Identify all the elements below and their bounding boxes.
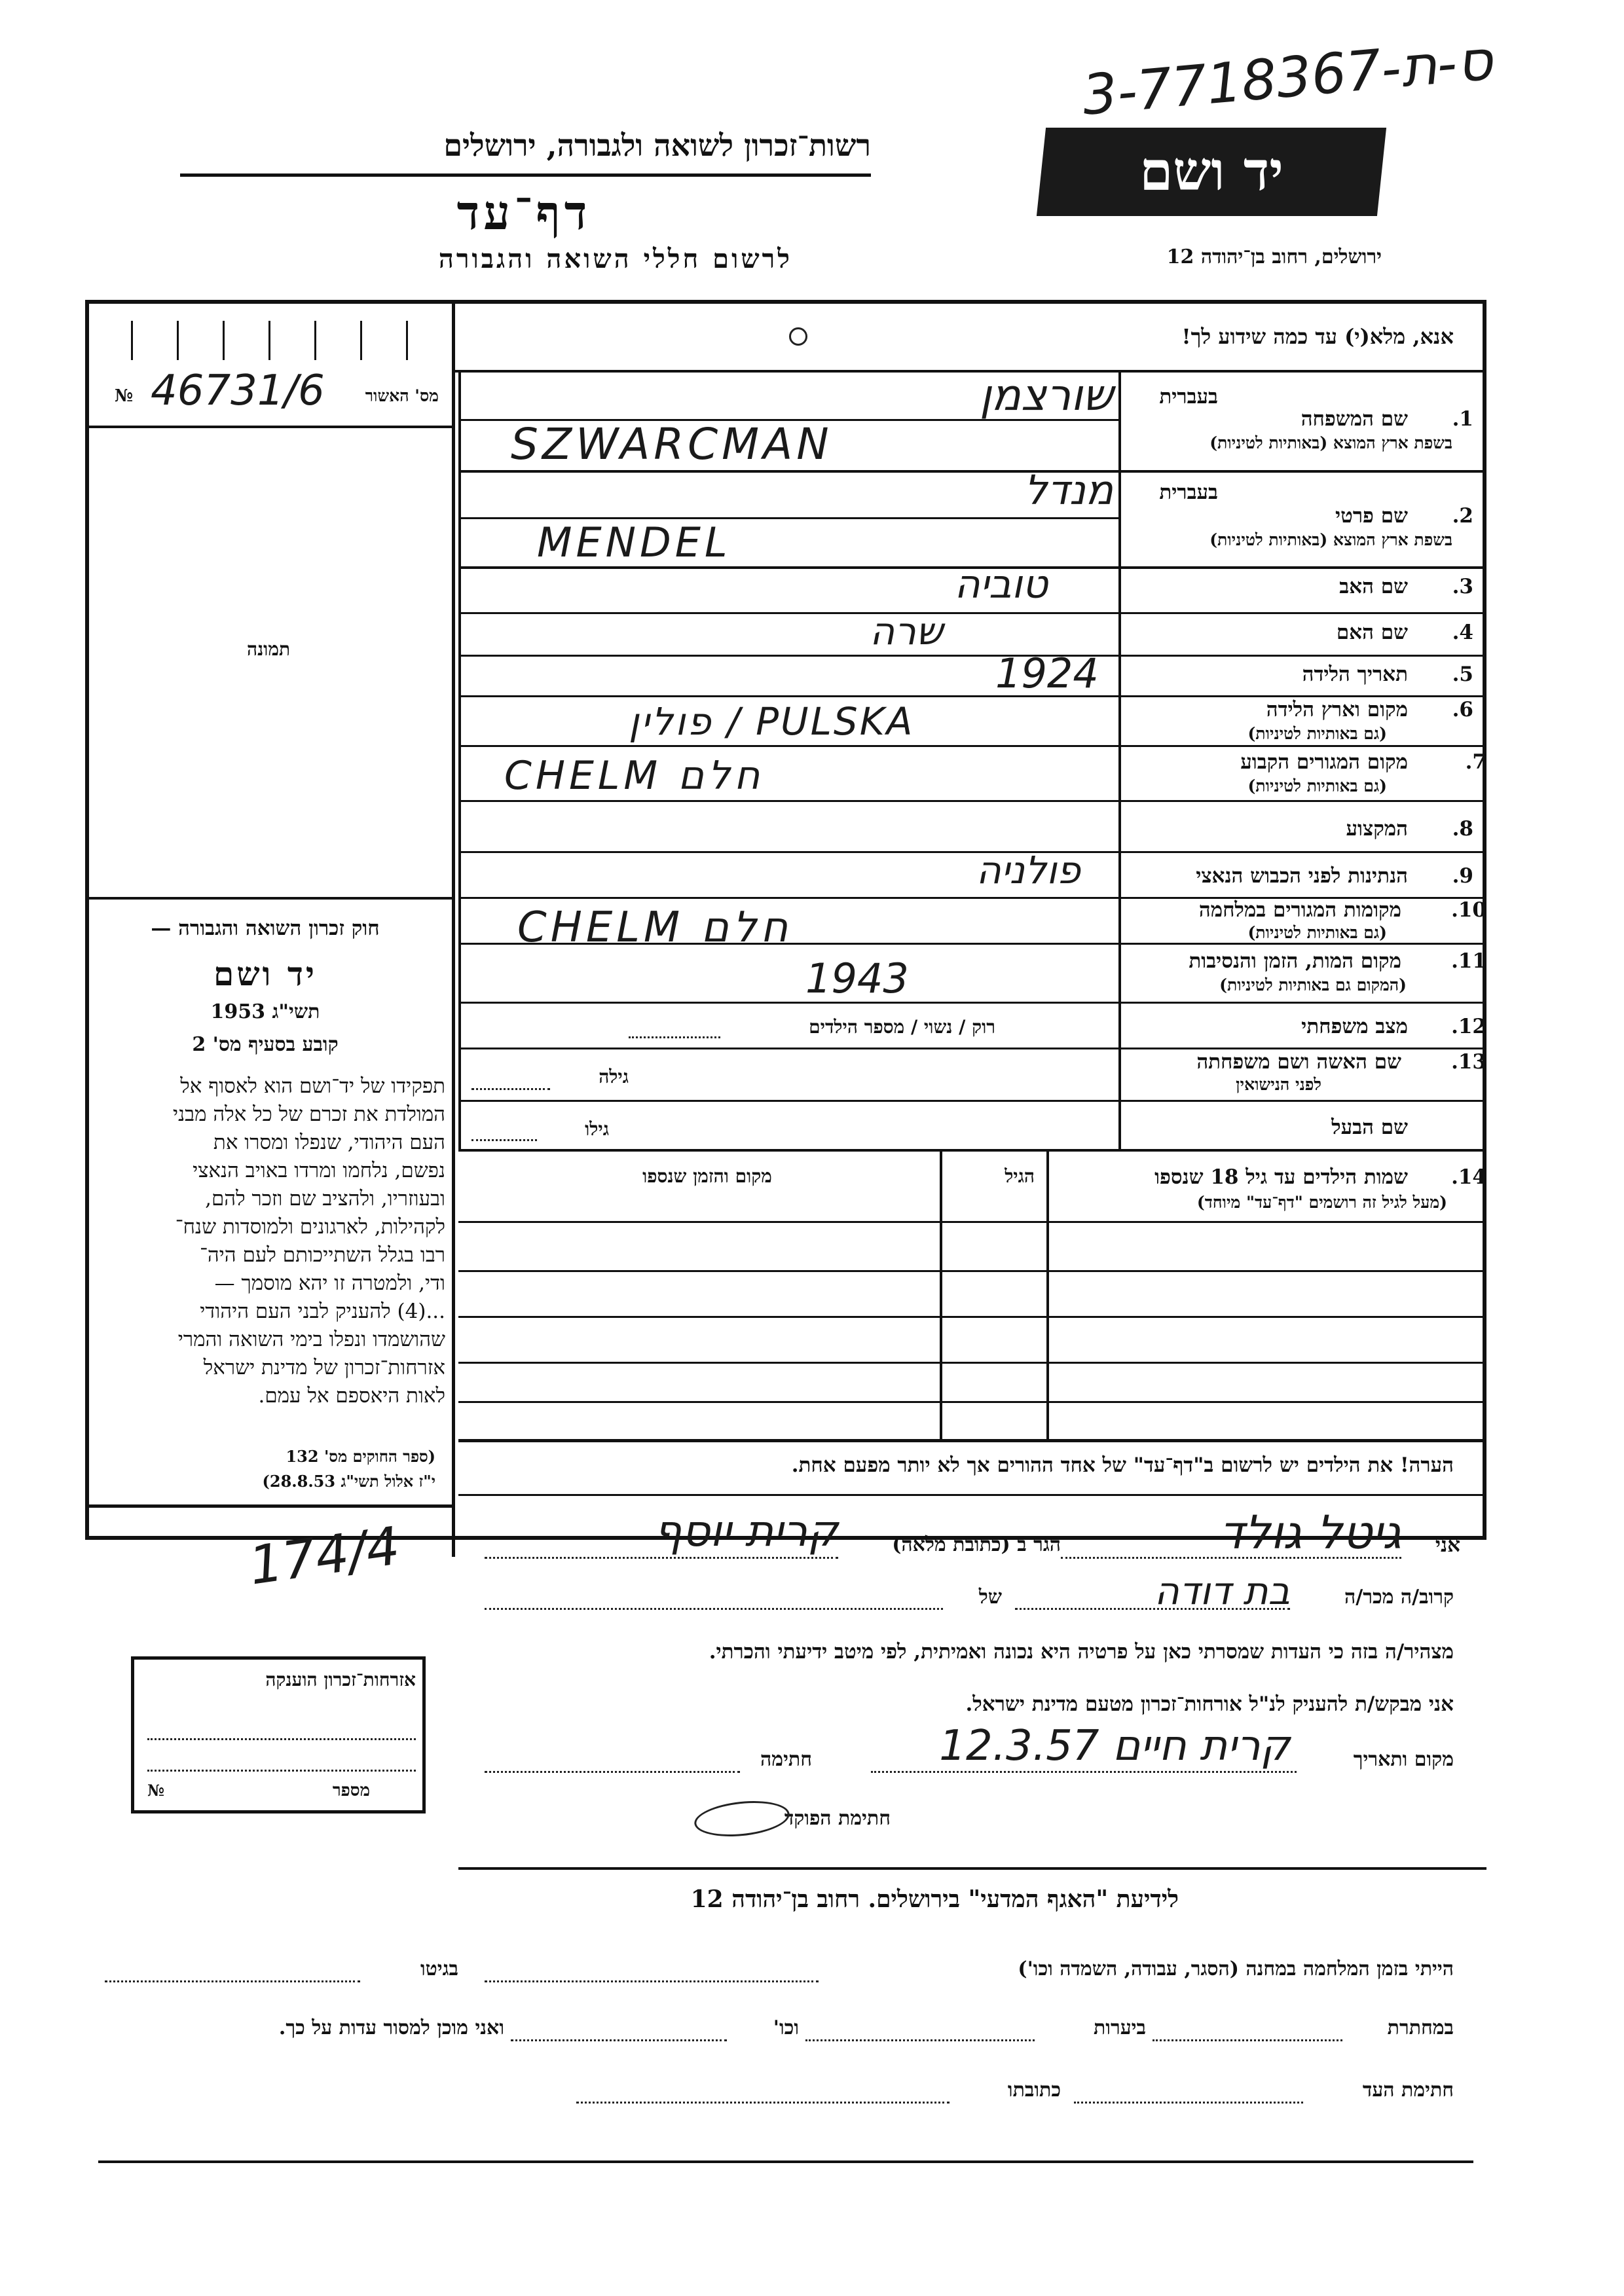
field-10-note: (גם באותיות לטיניות) bbox=[1247, 923, 1387, 942]
field-7-note: (גם באותיות לטיניות) bbox=[1247, 776, 1387, 795]
witness-request: אני מבקש/ת להעניק לנ"ל אורחות־זכרון מטעם מדינת ישראל. bbox=[965, 1692, 1454, 1716]
footer-witness-signature-label: חתימת העד bbox=[1362, 2079, 1454, 2102]
children-col-age: הגיל bbox=[1005, 1165, 1035, 1187]
field-11-label: מקום המות, הזמן והנסיבות bbox=[1189, 949, 1401, 973]
address: ירושלים, רחוב בן־יהודה 12 bbox=[1166, 246, 1382, 268]
form-title: דף־עד bbox=[456, 185, 591, 240]
witness-address-line bbox=[485, 1557, 838, 1559]
field-7-value: CHELM חלם bbox=[504, 753, 764, 799]
witness-relation-value: בת דודה bbox=[1154, 1569, 1290, 1613]
field-10-label: מקומות המגורים במלחמה bbox=[1198, 898, 1401, 922]
authority-name: רשות־זכרון לשואה ולגבורה, ירושלים bbox=[443, 128, 871, 163]
logo-text: יד ושם bbox=[1139, 140, 1283, 203]
value-column-left-border bbox=[458, 370, 461, 1149]
field-12-value: רוק / נשוי / מספר הילדים bbox=[809, 1016, 995, 1038]
memorial-box-number-prefix: № bbox=[147, 1781, 165, 1800]
field-12-number: 12. bbox=[1451, 1015, 1486, 1038]
yad-vashem-logo bbox=[1037, 128, 1386, 216]
field-2-value-hebrew: מנדל bbox=[1024, 466, 1113, 514]
approval-label: מס' האשור bbox=[365, 386, 439, 405]
place-date-line bbox=[871, 1771, 1297, 1773]
footer-ghetto-line bbox=[105, 1980, 360, 1982]
children-note-warning: הערה! את הילדים יש לרשום ב"דף־עד" של אחד ההורים אך לא יותר מפעם אחת. bbox=[791, 1453, 1454, 1477]
approval-ticks bbox=[92, 308, 445, 360]
memorial-box-number-label: מספר bbox=[332, 1781, 370, 1800]
law-name: יד ושם bbox=[213, 955, 317, 993]
law-text-line: העם היהודי, שנפלו ומסרו את bbox=[213, 1131, 445, 1154]
field-13-label: שם האשה ושם משפחתה bbox=[1196, 1050, 1401, 1074]
archive-number-handwritten: 3-ס-ת-7718367 bbox=[1079, 27, 1496, 128]
witness-relation-label: קרוב/ה מכר/ה bbox=[1344, 1586, 1454, 1609]
children-col-2 bbox=[940, 1152, 942, 1440]
field-6-label: מקום וארץ הלידה bbox=[1266, 698, 1408, 721]
approval-row-bottom bbox=[85, 426, 455, 428]
left-column-divider bbox=[452, 300, 455, 1557]
field-2-lang-latin: בשפת ארץ המוצא (באותיות לטיניות) bbox=[1209, 530, 1452, 549]
label-column-divider bbox=[1118, 370, 1121, 1149]
law-clause: קובע בסעיף מס' 2 bbox=[192, 1033, 339, 1056]
witness-section-bottom bbox=[458, 1867, 1486, 1870]
husband-age-label: גילו bbox=[585, 1118, 609, 1140]
field-9-value: פולניה bbox=[976, 848, 1080, 892]
field-2-label: שם פרטי bbox=[1335, 504, 1408, 528]
field-6-note: (גם באותיות לטיניות) bbox=[1247, 724, 1387, 743]
officer-signature-scribble bbox=[693, 1797, 792, 1841]
law-text-line: אזרחות־זכרון של מדינת ישראל bbox=[203, 1356, 445, 1379]
memorial-citizenship-box bbox=[131, 1656, 426, 1813]
law-text-block bbox=[95, 1072, 445, 1410]
officer-signature-label: חתימת הפוקד bbox=[784, 1807, 891, 1830]
law-reference-1: (ספר החוקים מס' 132 bbox=[286, 1447, 435, 1466]
children-table-bottom bbox=[458, 1439, 1486, 1442]
registration-tick bbox=[789, 327, 807, 346]
field-1-value-latin: SZWARCMAN bbox=[511, 419, 833, 469]
field-1-lang-latin: בשפת ארץ המוצא (באותיות לטיניות) bbox=[1209, 433, 1452, 452]
footer-witness-signature-line bbox=[1074, 2102, 1303, 2104]
law-text-line: לאות היאספם אל עמם. bbox=[258, 1384, 445, 1408]
approval-prefix: № bbox=[115, 386, 134, 406]
footer-ghetto-label: בגיטו bbox=[420, 1958, 458, 1980]
footer-forests-line bbox=[805, 2039, 1035, 2041]
footer-etc-line bbox=[511, 2039, 727, 2041]
memorial-box-title: אזרחות־זכרון הוענקה bbox=[265, 1669, 416, 1690]
law-text-line: נפשם, נלחמו ומרדו באויב הנאצי bbox=[193, 1159, 445, 1182]
field-3-label: שם האב bbox=[1339, 575, 1408, 598]
law-text-line: ודי, ולמטרה זו יהא מוסמך — bbox=[214, 1271, 445, 1295]
husband-label: שם הבעל bbox=[1331, 1116, 1408, 1139]
field-10-value: CHELM חלם bbox=[517, 903, 792, 952]
signature-line bbox=[485, 1771, 740, 1773]
field-6-number: 6. bbox=[1452, 698, 1473, 721]
law-reference-2: י"ז אלול תשי"ג 28.8.53) bbox=[262, 1472, 435, 1491]
footer-address-line bbox=[576, 2102, 950, 2104]
photo-cell-bottom bbox=[85, 897, 455, 900]
approval-number: 46731/6 bbox=[151, 367, 325, 415]
field-5-label: תאריך הלידה bbox=[1302, 663, 1408, 686]
field-13-number: 13. bbox=[1451, 1050, 1486, 1074]
field-4-number: 4. bbox=[1452, 621, 1473, 644]
field-9-label: הנתינות לפני הכבוש הנאצי bbox=[1196, 864, 1408, 888]
law-text-line: ובעוזריו, ולהציב שם וזכר להם, bbox=[205, 1187, 445, 1211]
children-label: שמות הילדים עד גיל 18 שנספו bbox=[1154, 1165, 1408, 1189]
witness-resides-label: הגר ב (כתובת מלאה) bbox=[892, 1533, 1061, 1556]
field-2-lang-he: בעברית bbox=[1159, 481, 1218, 504]
field-4-label: שם האם bbox=[1336, 621, 1408, 644]
place-date-value: קרית חיים 12.3.57 bbox=[939, 1722, 1290, 1770]
field-1-label: שם המשפחה bbox=[1301, 407, 1408, 431]
law-text-line: רבו בגלל השתייכותם לעם היה־ bbox=[199, 1243, 445, 1267]
photo-label: תמונה bbox=[246, 638, 291, 660]
footer-testimony-label: ואני מוכן למסור עדות על כך. bbox=[278, 2016, 504, 2039]
field-2-number: 2. bbox=[1452, 504, 1473, 528]
field-7-number: 7. bbox=[1465, 750, 1486, 774]
footer-heading: לידיעת "האגף המדעי" בירושלים. רחוב בן־יהודה 12 bbox=[690, 1886, 1179, 1913]
footer-underground-label: במחתרת bbox=[1387, 2016, 1454, 2039]
law-title: חוק זכרון השואה והגבורה — bbox=[151, 917, 380, 940]
field-1-value-hebrew: שורצמן bbox=[980, 370, 1113, 420]
law-year: תשי"ג 1953 bbox=[210, 1000, 320, 1023]
children-col-place: מקום והזמן שנספו bbox=[642, 1165, 772, 1187]
note-row-bottom bbox=[458, 1494, 1486, 1496]
field-9-number: 9. bbox=[1452, 864, 1473, 888]
footer-camp-line bbox=[485, 1980, 819, 1982]
field-8-number: 8. bbox=[1452, 817, 1473, 841]
children-number: 14. bbox=[1451, 1165, 1486, 1189]
witness-of-label: של bbox=[978, 1586, 1002, 1609]
sidebar-frame-bottom bbox=[85, 1504, 455, 1508]
field-4-value: שרה bbox=[870, 609, 943, 653]
field-3-number: 3. bbox=[1452, 575, 1473, 598]
law-text-line: תפקידו של יד־ושם הוא לאסוף אל bbox=[180, 1074, 445, 1098]
field-1-lang-he: בעברית bbox=[1159, 385, 1218, 409]
field-10-number: 10. bbox=[1451, 898, 1486, 922]
law-text-line: ...(4) להעניק לבני העם היהודי bbox=[200, 1300, 445, 1323]
witness-declaration: מצהיר/ה בזה כי העדות שמסרתי כאן על פרטיה היא נכונה ואמיתית, לפי מיטב ידיעתי והכרתי. bbox=[709, 1640, 1454, 1664]
field-3-value: טוביה bbox=[954, 562, 1048, 608]
field-5-number: 5. bbox=[1452, 663, 1473, 686]
field-11-note: (המקום גם באותיות לטיניות) bbox=[1219, 975, 1407, 994]
law-text-line: לקהילות, לארגונים ולמוסדות שנח־ bbox=[175, 1215, 445, 1239]
field-13-age-line bbox=[471, 1088, 550, 1090]
law-text-line: שהושמדו ונפלו בימי השואה והמרי bbox=[177, 1328, 445, 1351]
field-8-label: המקצוע bbox=[1346, 817, 1408, 841]
page-bottom-rule bbox=[98, 2160, 1473, 2163]
field-11-number: 11. bbox=[1451, 949, 1486, 973]
witness-name-value: גיטל גולד bbox=[1219, 1506, 1401, 1559]
field-1-number: 1. bbox=[1452, 407, 1473, 431]
footer-underground-line bbox=[1153, 2039, 1342, 2041]
footer-camp-label: הייתי בזמן המלחמה במחנה (הסגר, עבודה, השמדה וכו') bbox=[1018, 1958, 1454, 1980]
place-date-label: מקום ותאריך bbox=[1353, 1748, 1454, 1771]
field-13-age-label: גילה bbox=[599, 1066, 629, 1087]
field-7-label: מקום המגורים הקבוע bbox=[1240, 750, 1408, 774]
field-2-value-latin: MENDEL bbox=[537, 519, 731, 566]
margin-mark: 174/4 bbox=[245, 1515, 403, 1597]
instruction-text: אנא, מלא(י) עד כמה שידוע לך! bbox=[1181, 324, 1454, 349]
witness-i-label: אני bbox=[1435, 1533, 1460, 1557]
witness-of-line bbox=[485, 1608, 943, 1610]
authority-underline bbox=[180, 173, 871, 177]
children-note: (מעל לגיל זה רושמים "דף־עד" מיוחד) bbox=[1196, 1193, 1447, 1212]
footer-address-label: כתובתו bbox=[1007, 2079, 1061, 2102]
law-text-line: המולדת את זכרם של כל אלה מבני bbox=[172, 1102, 445, 1126]
husband-age-line bbox=[471, 1139, 537, 1141]
children-count-line bbox=[629, 1036, 720, 1038]
children-col-1 bbox=[1046, 1152, 1049, 1440]
witness-address-value: קרית יוסף bbox=[654, 1506, 838, 1556]
footer-etc-label: וכו' bbox=[773, 2016, 799, 2039]
signature-label: חתימה bbox=[760, 1748, 812, 1771]
field-6-value: פולין / PULSKA bbox=[629, 699, 915, 744]
form-subtitle: לרשום חללי השואה והגבורה bbox=[438, 244, 792, 274]
field-12-label: מצב משפחתי bbox=[1301, 1015, 1408, 1038]
footer-forests-label: ביערות bbox=[1093, 2016, 1146, 2039]
field-13-note: לפני הנישואין bbox=[1236, 1075, 1321, 1094]
children-header-bottom bbox=[458, 1221, 1486, 1223]
field-11-value: 1943 bbox=[805, 955, 909, 1002]
field-5-value: 1924 bbox=[995, 649, 1099, 697]
